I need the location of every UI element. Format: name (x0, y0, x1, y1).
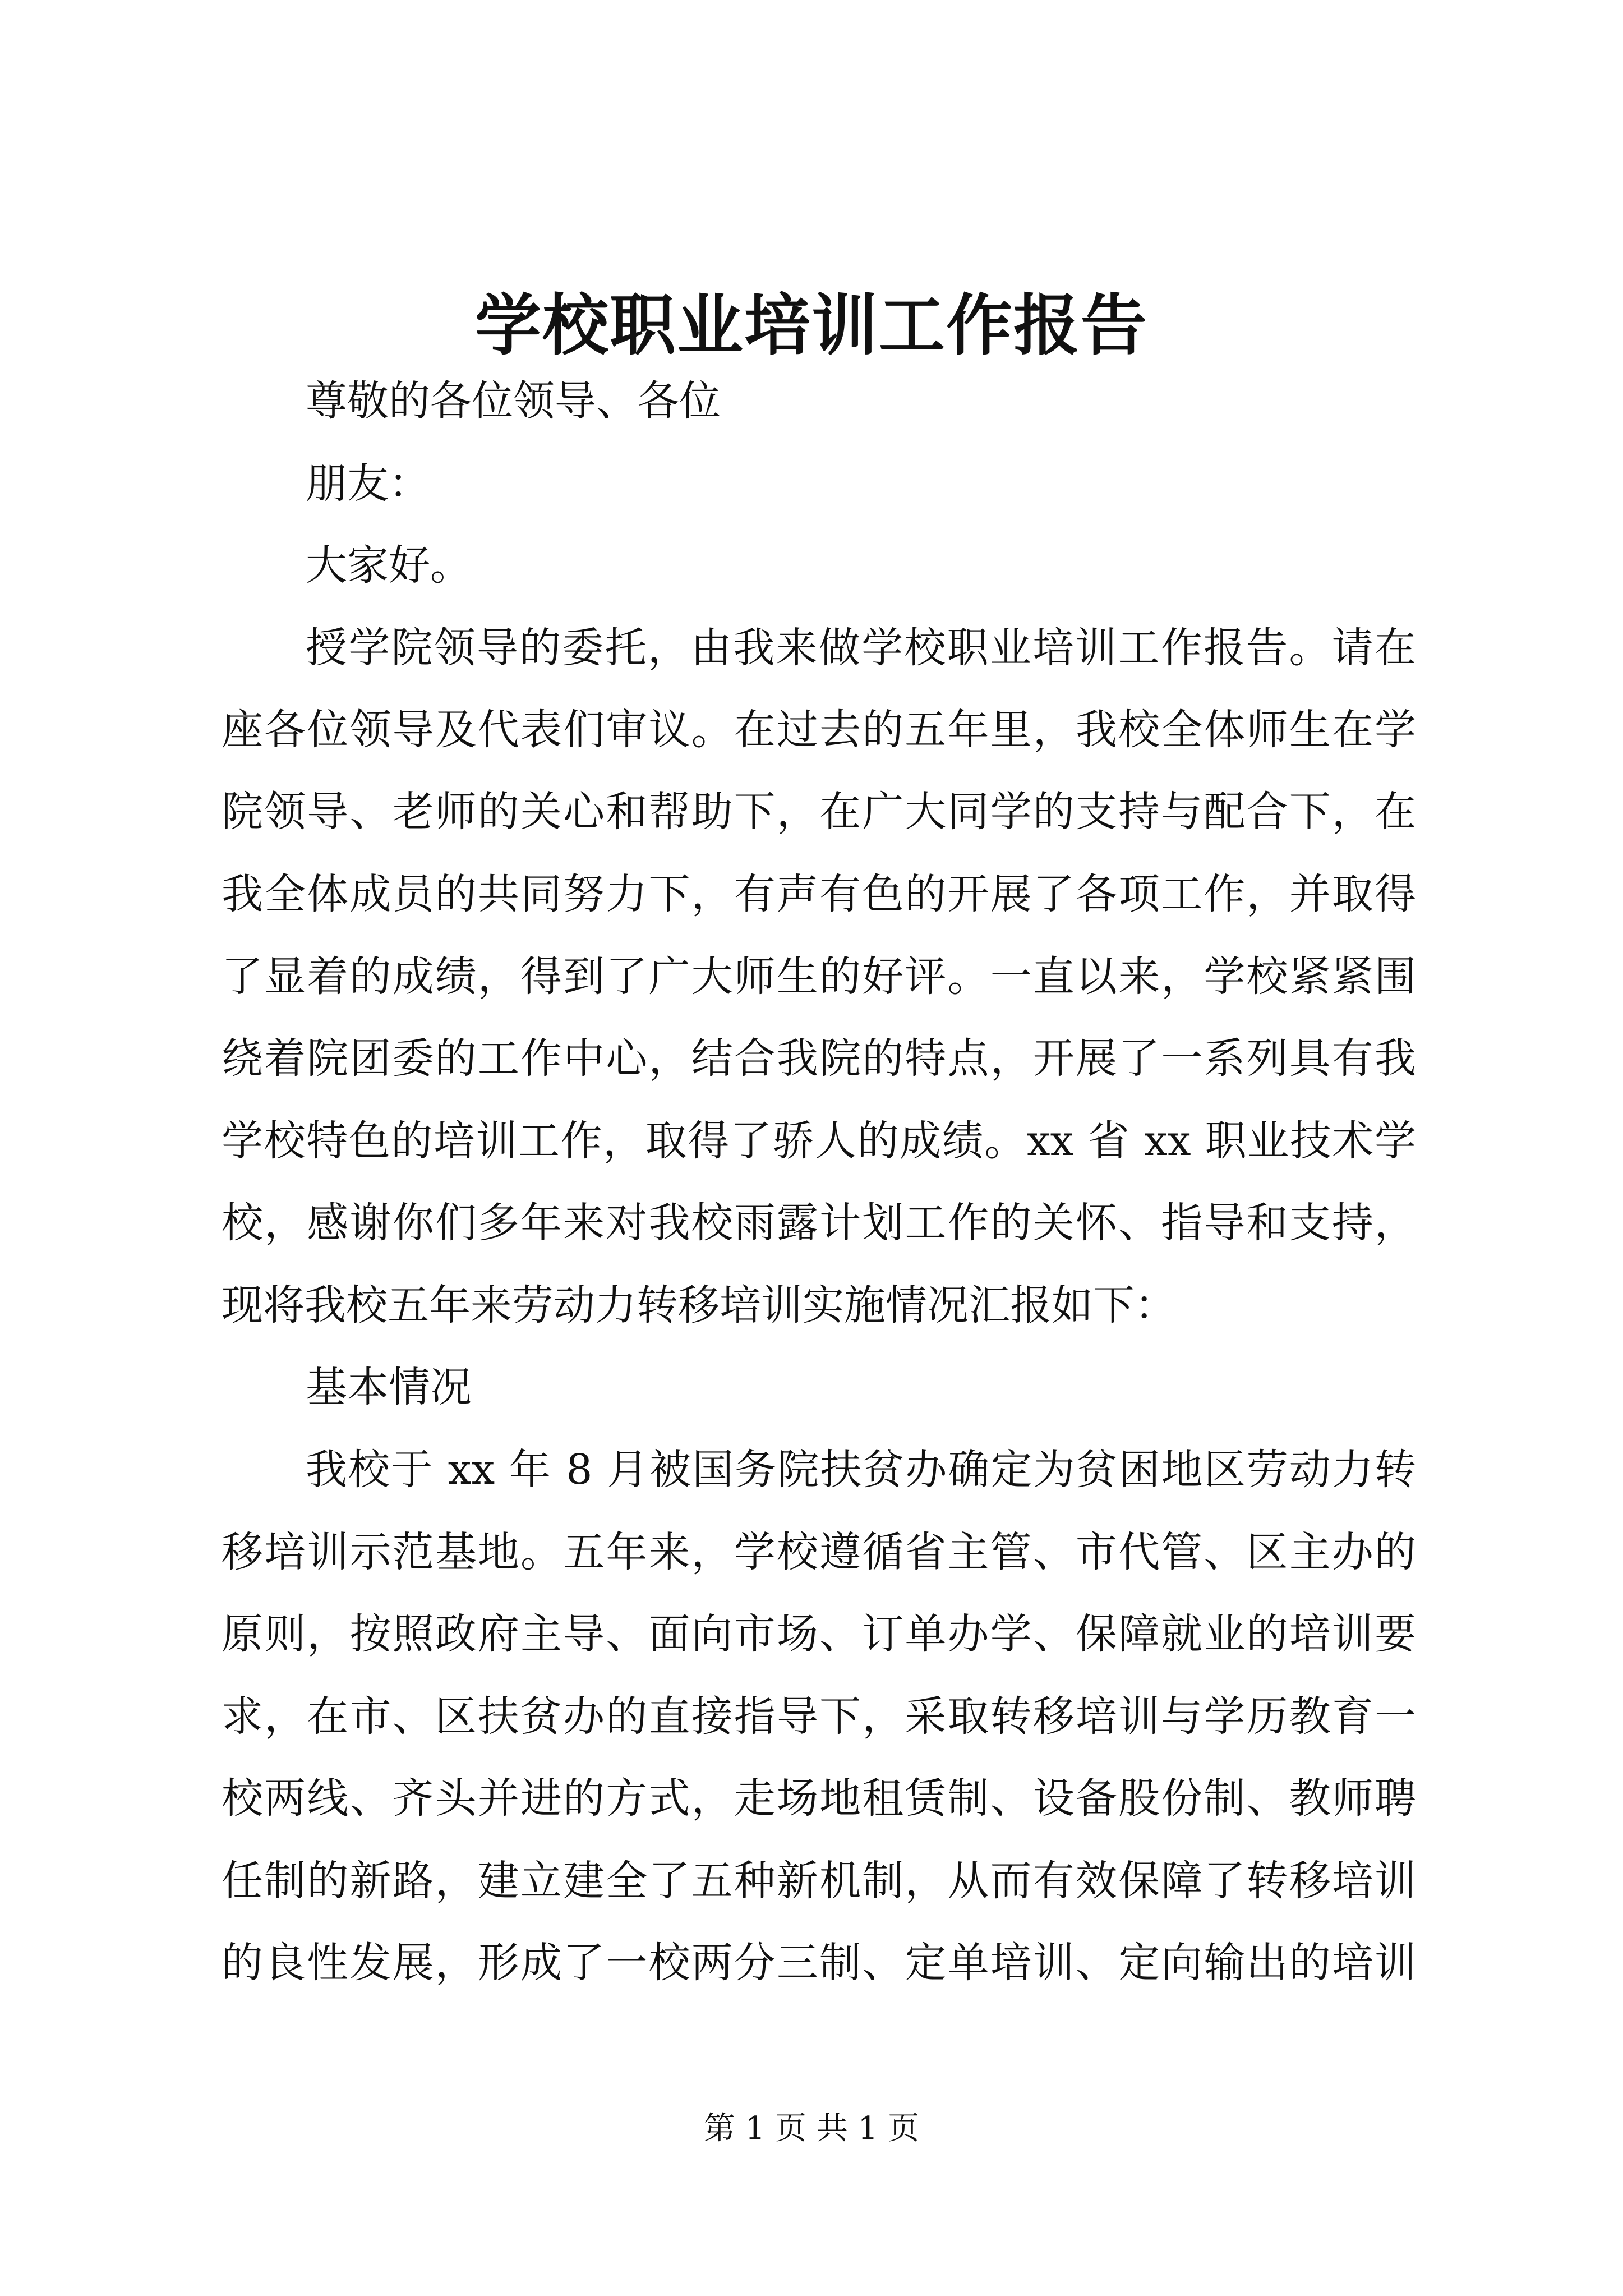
paragraph-line: 校两线、齐头并进的方式，走场地租赁制、设备股份制、教师聘 (222, 1774, 1416, 1823)
paragraph-line: 任制的新路，建立建全了五种新机制，从而有效保障了转移培训 (222, 1857, 1416, 1905)
paragraph-line: 绕着院团委的工作中心，结合我院的特点，开展了一系列具有我 (222, 1034, 1416, 1083)
paragraph-line: 座各位领导及代表们审议。在过去的五年里，我校全体师生在学 (222, 706, 1416, 754)
paragraph-line: 校，感谢你们多年来对我校雨露计划工作的关怀、指导和支持， (222, 1199, 1416, 1247)
paragraph-line: 学校特色的培训工作，取得了骄人的成绩。xx 省 xx 职业技术学 (222, 1117, 1416, 1165)
paragraph-line: 授学院领导的委托，由我来做学校职业培训工作报告。请在 (306, 624, 1416, 672)
greeting-line: 朋友： (306, 459, 430, 508)
paragraph-line: 移培训示范基地。五年来，学校遵循省主管、市代管、区主办的 (222, 1528, 1416, 1576)
paragraph-line: 求，在市、区扶贫办的直接指导下，采取转移培训与学历教育一 (222, 1692, 1416, 1741)
page-number-footer: 第 1 页 共 1 页 (703, 2110, 920, 2147)
greeting-line: 大家好。 (306, 541, 472, 590)
paragraph-line: 现将我校五年来劳动力转移培训实施情况汇报如下： (222, 1281, 1176, 1329)
paragraph-line: 院领导、老师的关心和帮助下，在广大同学的支持与配合下，在 (222, 788, 1416, 836)
paragraph-line: 我校于 xx 年 8 月被国务院扶贫办确定为贫困地区劳动力转 (306, 1446, 1416, 1494)
paragraph-line: 我全体成员的共同努力下，有声有色的开展了各项工作，并取得 (222, 870, 1416, 918)
section-heading: 基本情况 (306, 1363, 472, 1411)
paragraph-line: 原则，按照政府主导、面向市场、订单办学、保障就业的培训要 (222, 1610, 1416, 1658)
document-title: 学校职业培训工作报告 (474, 286, 1148, 364)
greeting-line: 尊敬的各位领导、各位 (306, 377, 721, 425)
paragraph-line: 了显着的成绩，得到了广大师生的好评。一直以来，学校紧紧围 (222, 953, 1416, 1001)
paragraph-line: 的良性发展，形成了一校两分三制、定单培训、定向输出的培训 (222, 1939, 1416, 1987)
